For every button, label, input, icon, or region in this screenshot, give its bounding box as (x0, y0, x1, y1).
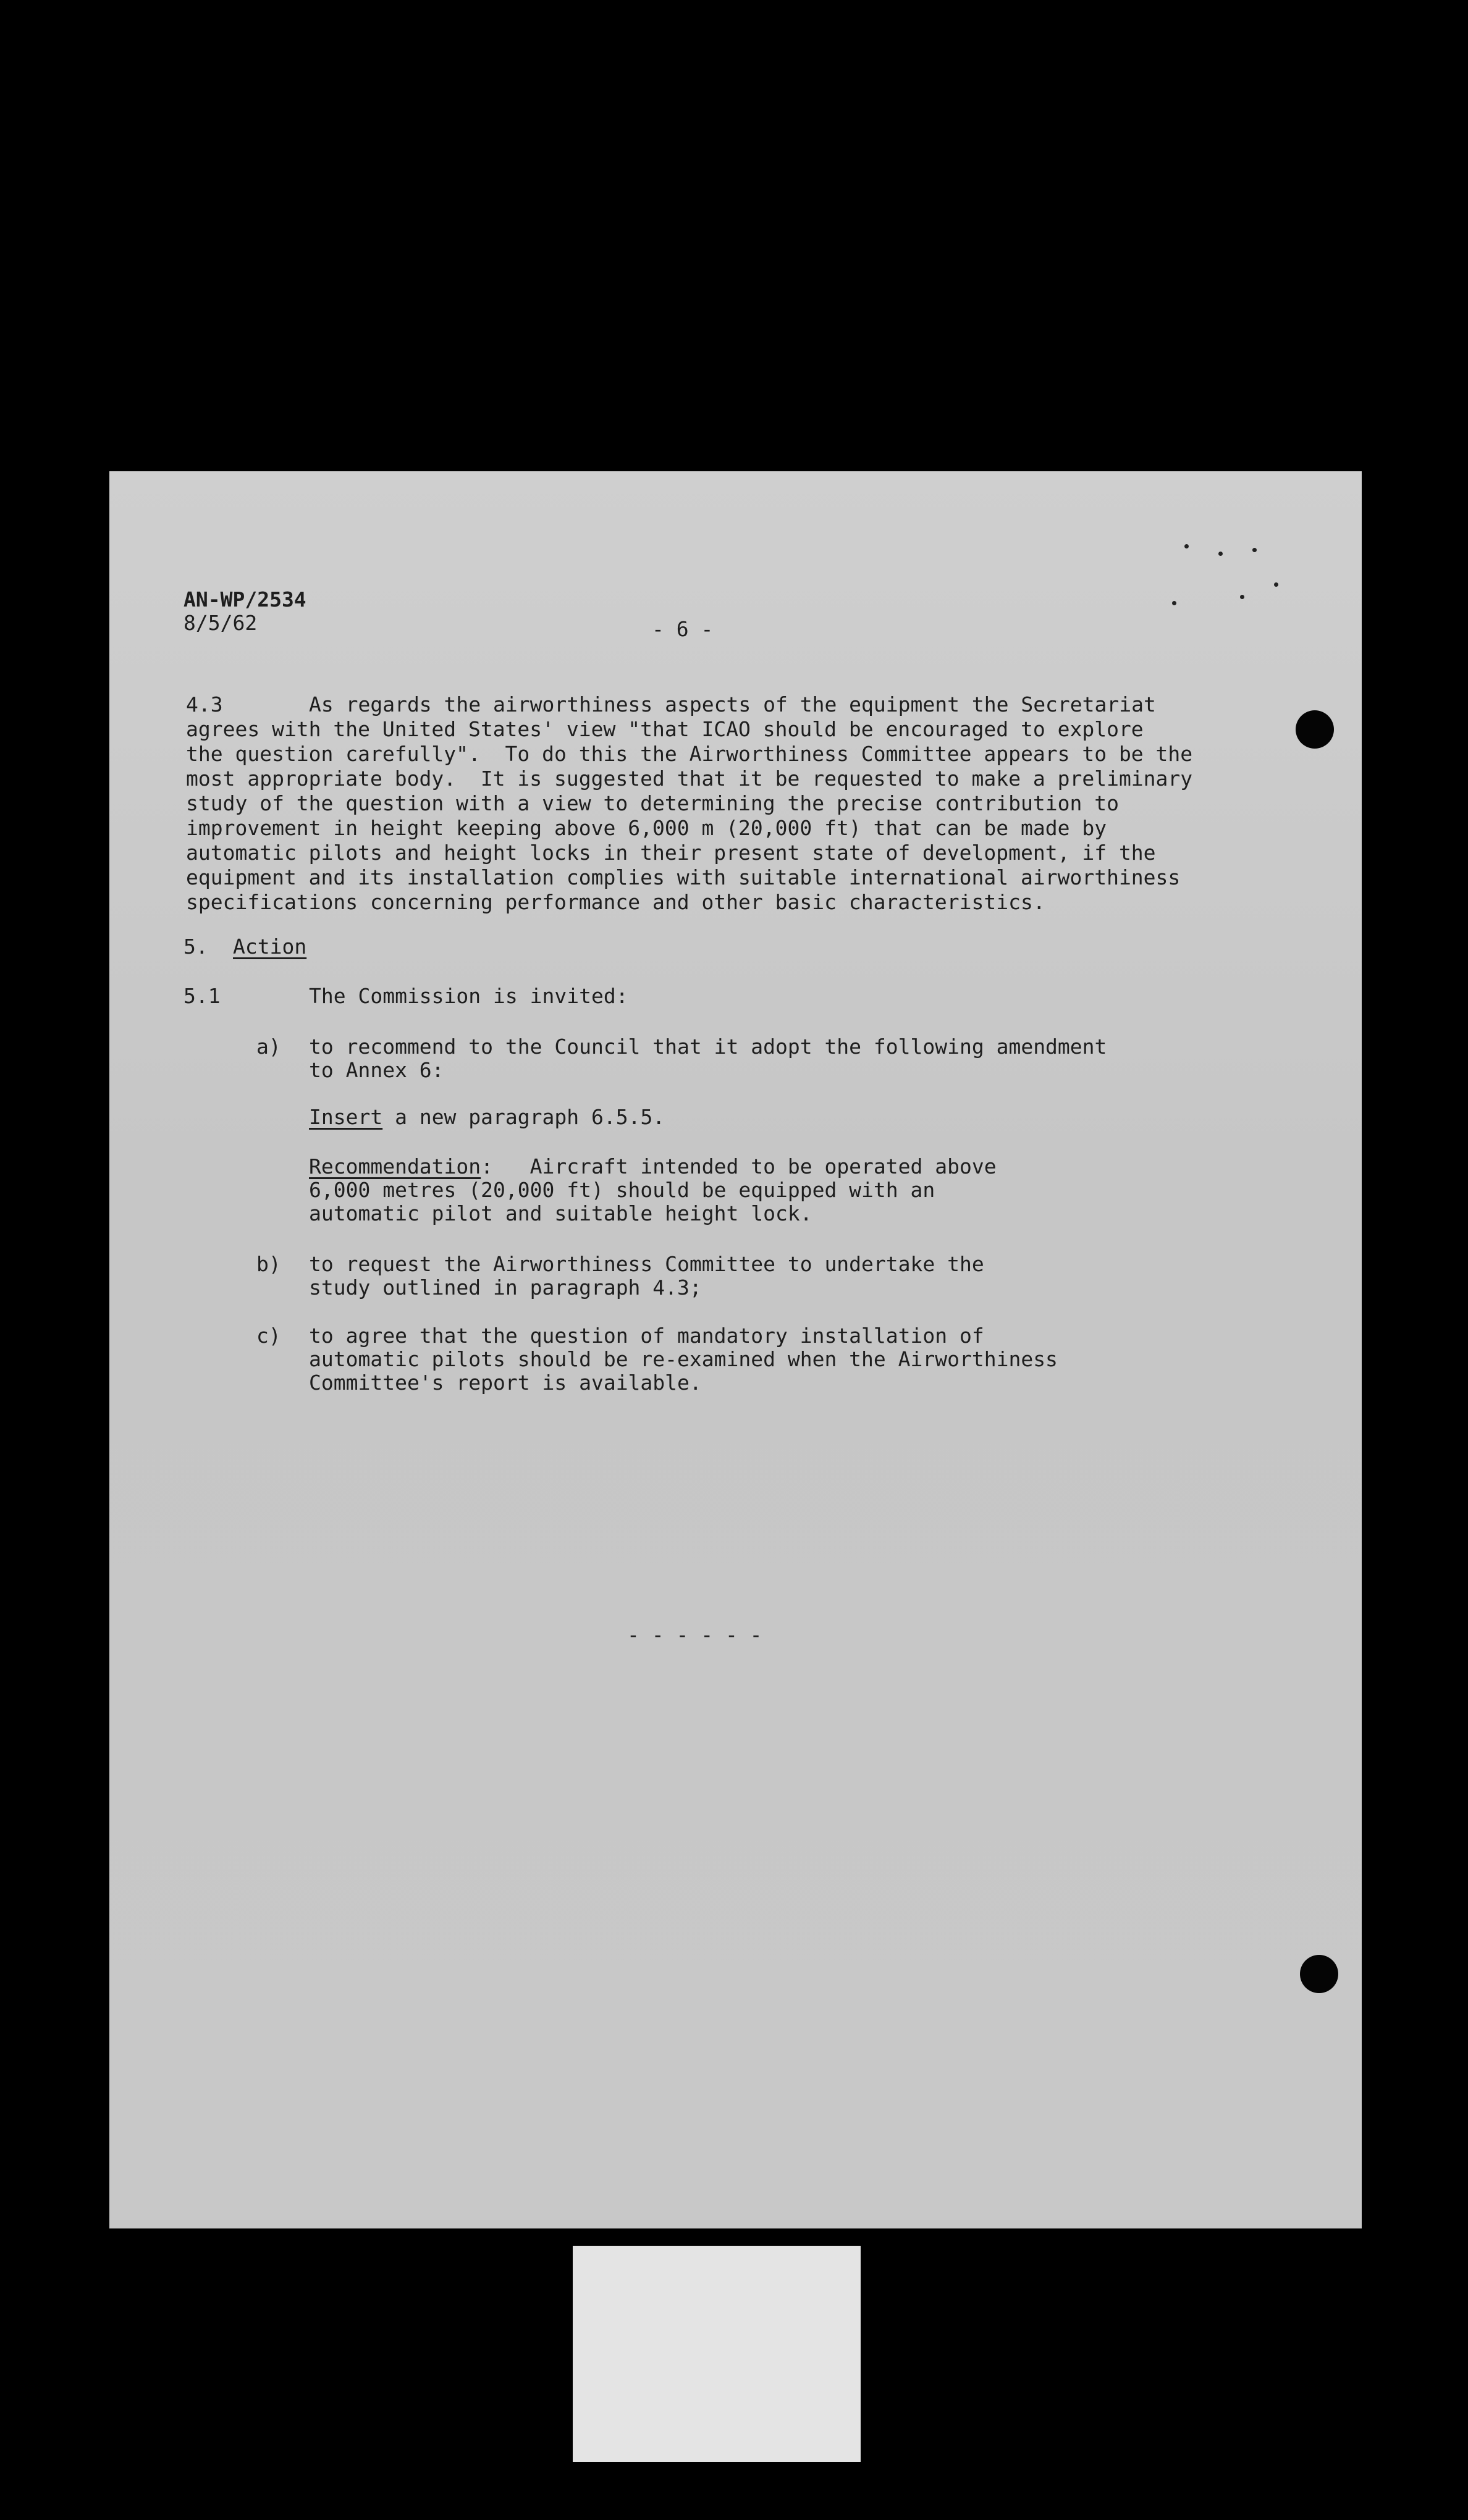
item-a-label: a) (256, 1035, 281, 1059)
recommendation-line: 6,000 metres (20,000 ft) should be equipped with an (309, 1178, 935, 1202)
speck (1240, 595, 1244, 599)
section-5-title: Action (233, 934, 307, 959)
para-4-3-line: As regards the airworthiness aspects of the equipment the Secretariat (309, 692, 1156, 716)
calibration-target (573, 2246, 861, 2462)
document-page (109, 471, 1362, 2228)
para-5-1-number: 5.1 (184, 984, 221, 1008)
item-b-label: b) (256, 1252, 281, 1276)
insert-rest: a new paragraph 6.5.5. (382, 1105, 665, 1129)
section-5-number: 5. (184, 934, 208, 959)
page-number: - 6 - (652, 617, 714, 641)
punch-hole (1300, 1955, 1338, 1993)
para-4-3-line: specifications concerning performance and other basic characteristics. (186, 890, 1045, 914)
para-4-3-line: improvement in height keeping above 6,000 m (20,000 ft) that can be made by (186, 816, 1107, 840)
speck (1252, 548, 1257, 552)
item-c-label: c) (256, 1324, 281, 1348)
item-a-line: to recommend to the Council that it adopt the following amendment (309, 1035, 1107, 1059)
item-b-line: to request the Airworthiness Committee to undertake the (309, 1252, 984, 1276)
speck (1172, 601, 1176, 605)
para-4-3-line: the question carefully". To do this the Airworthiness Committee appears to be the (186, 742, 1193, 766)
para-4-3-line: automatic pilots and height locks in their present state of development, if the (186, 841, 1156, 865)
recommendation-heading (309, 1154, 997, 1179)
speck (1218, 552, 1223, 556)
para-4-3-number: 4.3 (186, 692, 223, 716)
para-4-3-line: study of the question with a view to determining the precise contribution to (186, 791, 1119, 815)
insert-instruction (309, 1105, 665, 1130)
item-c-line: to agree that the question of mandatory installation of (309, 1324, 984, 1348)
item-c-line: automatic pilots should be re-examined when the Airworthiness (309, 1347, 1058, 1371)
document-date: 8/5/62 (184, 611, 258, 635)
para-4-3-line: agrees with the United States' view "that ICAO should be encouraged to explore (186, 717, 1144, 741)
item-c-line: Committee's report is available. (309, 1371, 702, 1395)
recommendation-rest: : Aircraft intended to be operated above (481, 1154, 997, 1178)
recommendation-line: automatic pilot and suitable height lock. (309, 1201, 812, 1225)
insert-word: Insert (309, 1105, 383, 1129)
para-4-3-line: most appropriate body. It is suggested that it be requested to make a preliminary (186, 766, 1193, 791)
punch-hole (1296, 710, 1334, 749)
recommendation-label: Recommendation (309, 1154, 481, 1178)
para-4-3-line: equipment and its installation complies with suitable international airworthiness (186, 865, 1181, 889)
item-b-line: study outlined in paragraph 4.3; (309, 1275, 702, 1300)
document-reference: AN-WP/2534 (184, 587, 306, 611)
item-a-line: to Annex 6: (309, 1058, 444, 1082)
speck (1184, 544, 1189, 548)
para-5-1-intro: The Commission is invited: (309, 984, 628, 1008)
speck (1274, 582, 1278, 587)
end-mark: - - - - - - (627, 1623, 762, 1647)
